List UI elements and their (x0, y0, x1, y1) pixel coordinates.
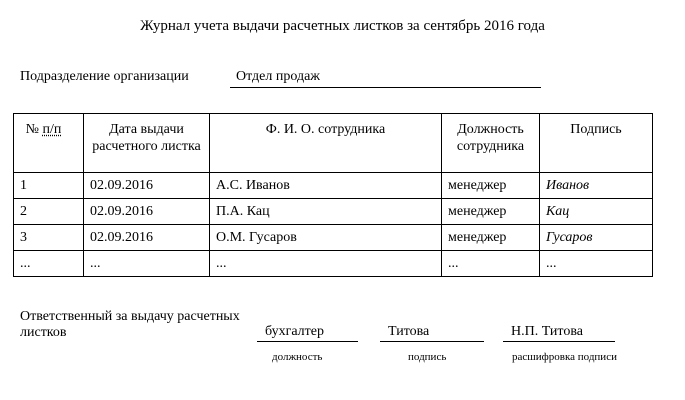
document-title: Журнал учета выдачи расчетных листков за сентябрь 2016 года (140, 18, 545, 34)
table-row (14, 173, 653, 199)
table-row (14, 199, 653, 225)
row-signature: Кац (540, 199, 653, 225)
header-number-abbr: п/п (42, 122, 62, 137)
row-signature: Иванов (540, 173, 653, 199)
row-issue-date: 02.09.2016 (84, 173, 210, 199)
header-signature: Подпись (540, 114, 653, 173)
row-employee-name: П.А. Кац (210, 199, 442, 225)
row-signature: ... (540, 251, 653, 277)
department-label: Подразделение организации (20, 69, 189, 84)
row-number: 1 (14, 173, 84, 199)
responsible-label: Ответственный за выдачу расчетных листков (20, 309, 240, 340)
row-number: 2 (14, 199, 84, 225)
row-number: ... (14, 251, 84, 277)
responsible-signature-value: Титова (388, 324, 430, 339)
row-employee-name: ... (210, 251, 442, 277)
issuance-journal-table (13, 113, 653, 277)
row-employee-position: ... (442, 251, 540, 277)
decoding-underline (503, 341, 615, 342)
position-caption: должность (272, 351, 323, 363)
row-employee-name: О.М. Гусаров (210, 225, 442, 251)
header-number-prefix: № (25, 122, 43, 137)
header-employee-position: Должность сотрудника (442, 114, 540, 173)
decoding-caption: расшифровка подписи (512, 351, 617, 363)
row-employee-position: менеджер (442, 225, 540, 251)
row-number: 3 (14, 225, 84, 251)
department-value: Отдел продаж (236, 69, 320, 84)
responsible-position-value: бухгалтер (265, 324, 324, 339)
signature-underline (380, 341, 484, 342)
signature-caption: подпись (408, 351, 447, 363)
position-underline (257, 341, 358, 342)
row-employee-position: менеджер (442, 199, 540, 225)
table-row (14, 225, 653, 251)
row-employee-name: А.С. Иванов (210, 173, 442, 199)
header-issue-date: Дата выдачи расчетного листка (84, 114, 210, 173)
table-row (14, 251, 653, 277)
row-signature: Гусаров (540, 225, 653, 251)
department-underline (230, 87, 541, 88)
row-issue-date: 02.09.2016 (84, 225, 210, 251)
row-issue-date: 02.09.2016 (84, 199, 210, 225)
row-issue-date: ... (84, 251, 210, 277)
table-header-row (14, 114, 653, 173)
header-employee-name: Ф. И. О. сотрудника (210, 114, 442, 173)
row-employee-position: менеджер (442, 173, 540, 199)
header-number (14, 114, 84, 173)
responsible-decoding-value: Н.П. Титова (511, 324, 583, 339)
